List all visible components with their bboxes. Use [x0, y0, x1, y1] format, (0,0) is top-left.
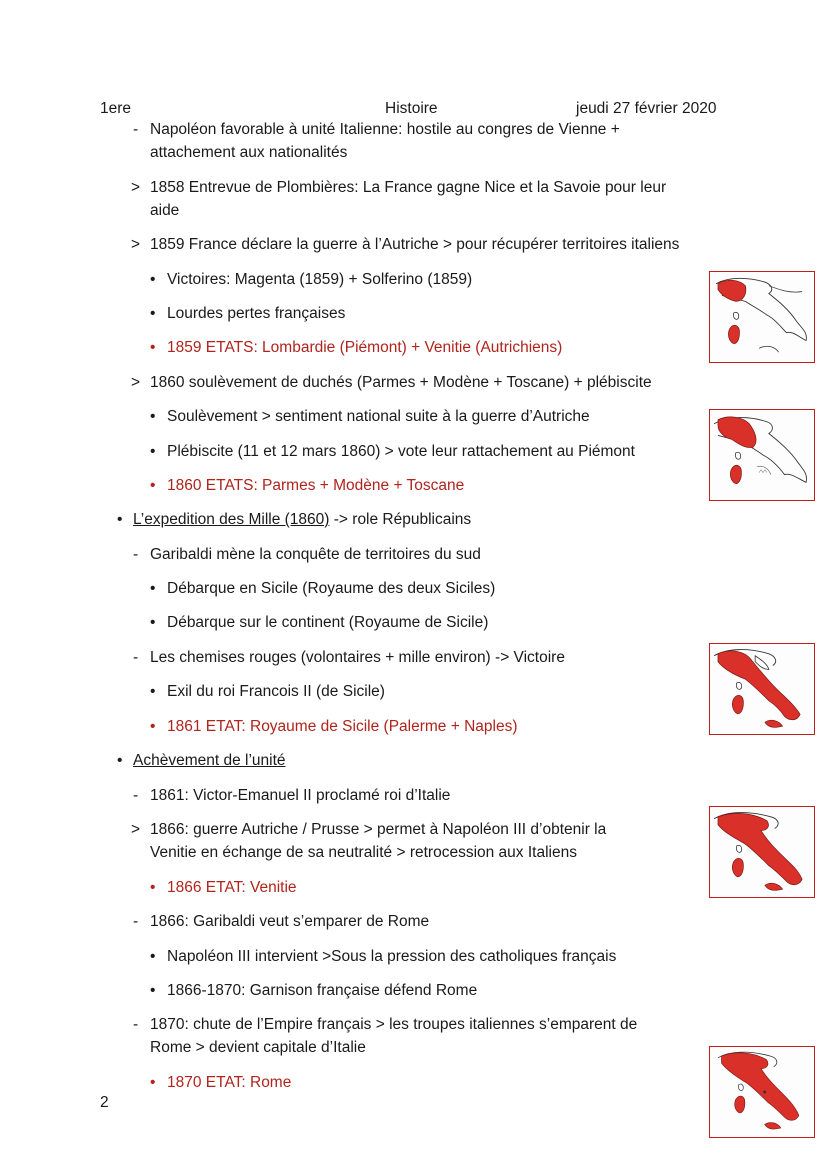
note-line: 1858 Entrevue de Plombières: La France gagne Nice et la Savoie pour leur: [150, 179, 667, 196]
page-number: 2: [100, 1094, 109, 1111]
bullet-marker: •: [117, 511, 123, 528]
dash-marker: -: [133, 649, 139, 666]
note-line: 1870: chute de l’Empire français > les troupes italiennes s’emparent de: [150, 1016, 638, 1033]
section-heading-note: -> role Républicains: [329, 511, 472, 528]
header-class: 1ere: [100, 100, 132, 117]
state-line: 1866 ETAT: Venitie: [167, 879, 297, 896]
state-line: 1859 ETATS: Lombardie (Piémont) + Venitie (Autrichiens): [167, 339, 563, 356]
bullet-marker: •: [150, 879, 156, 896]
note-line: Rome > devient capitale d’Italie: [150, 1039, 366, 1056]
map-italy-1866: [709, 806, 815, 898]
bullet-marker: •: [117, 752, 123, 769]
note-line: Débarque sur le continent (Royaume de Sicile): [167, 614, 489, 631]
note-line: Lourdes pertes françaises: [167, 305, 346, 322]
map-italy-1861: [709, 643, 815, 735]
map-italy-1870: [709, 1046, 815, 1138]
bullet-marker: •: [150, 614, 156, 631]
dash-marker: -: [133, 787, 139, 804]
section-heading: [133, 508, 471, 531]
rome-dot: [763, 1091, 766, 1094]
bullet-marker: •: [150, 408, 156, 425]
bullet-marker: •: [150, 718, 156, 735]
section-heading: Achèvement de l’unité: [133, 752, 286, 769]
note-line: 1860 soulèvement de duchés (Parmes + Modène + Toscane) + plébiscite: [150, 374, 652, 391]
note-line: aide: [150, 202, 180, 219]
note-line: 1861: Victor-Emanuel II proclamé roi d’Italie: [150, 787, 451, 804]
italy-map-icon: [710, 272, 814, 362]
arrow-marker: >: [131, 821, 141, 838]
note-line: Napoléon favorable à unité Italienne: hostile au congres de Vienne +: [150, 121, 620, 138]
dash-marker: -: [133, 546, 139, 563]
arrow-marker: >: [131, 236, 141, 253]
header-subject: Histoire: [385, 100, 438, 117]
arrow-marker: >: [131, 374, 141, 391]
bullet-marker: •: [150, 271, 156, 288]
note-line: 1859 France déclare la guerre à l’Autriche > pour récupérer territoires italiens: [150, 236, 680, 253]
dash-marker: -: [133, 121, 139, 138]
note-line: Débarque en Sicile (Royaume des deux Siciles): [167, 580, 496, 597]
note-line: Garibaldi mène la conquête de territoires du sud: [150, 546, 481, 563]
note-line: 1866: guerre Autriche / Prusse > permet à Napoléon III d’obtenir la: [150, 821, 607, 838]
bullet-marker: •: [150, 443, 156, 460]
bullet-marker: •: [150, 683, 156, 700]
state-line: 1870 ETAT: Rome: [167, 1074, 292, 1091]
bullet-marker: •: [150, 305, 156, 322]
bullet-marker: •: [150, 339, 156, 356]
bullet-marker: •: [150, 982, 156, 999]
note-line: 1866-1870: Garnison française défend Rome: [167, 982, 478, 999]
bullet-marker: •: [150, 948, 156, 965]
dash-marker: -: [133, 913, 139, 930]
bullet-marker: •: [150, 477, 156, 494]
note-line: Victoires: Magenta (1859) + Solferino (1859): [167, 271, 473, 288]
note-line: 1866: Garibaldi veut s’emparer de Rome: [150, 913, 430, 930]
bullet-marker: •: [150, 580, 156, 597]
note-line: Soulèvement > sentiment national suite à la guerre d’Autriche: [167, 408, 590, 425]
arrow-marker: >: [131, 179, 141, 196]
state-line: 1860 ETATS: Parmes + Modène + Toscane: [167, 477, 465, 494]
dash-marker: -: [133, 1016, 139, 1033]
section-heading-title: L’expedition des Mille (1860): [133, 511, 330, 528]
header-date: jeudi 27 février 2020: [576, 100, 717, 117]
note-line: attachement aux nationalités: [150, 144, 348, 161]
state-line: 1861 ETAT: Royaume de Sicile (Palerme + Naples): [167, 718, 518, 735]
map-italy-1859: [709, 271, 815, 363]
note-line: Les chemises rouges (volontaires + mille environ) -> Victoire: [150, 649, 565, 666]
note-line: Exil du roi Francois II (de Sicile): [167, 683, 385, 700]
bullet-marker: •: [150, 1074, 156, 1091]
note-line: Plébiscite (11 et 12 mars 1860) > vote leur rattachement au Piémont: [167, 443, 635, 460]
note-line: Venitie en échange de sa neutralité > retrocession aux Italiens: [150, 844, 577, 861]
map-italy-1860: [709, 409, 815, 501]
note-line: Napoléon III intervient >Sous la pression des catholiques français: [167, 948, 617, 965]
